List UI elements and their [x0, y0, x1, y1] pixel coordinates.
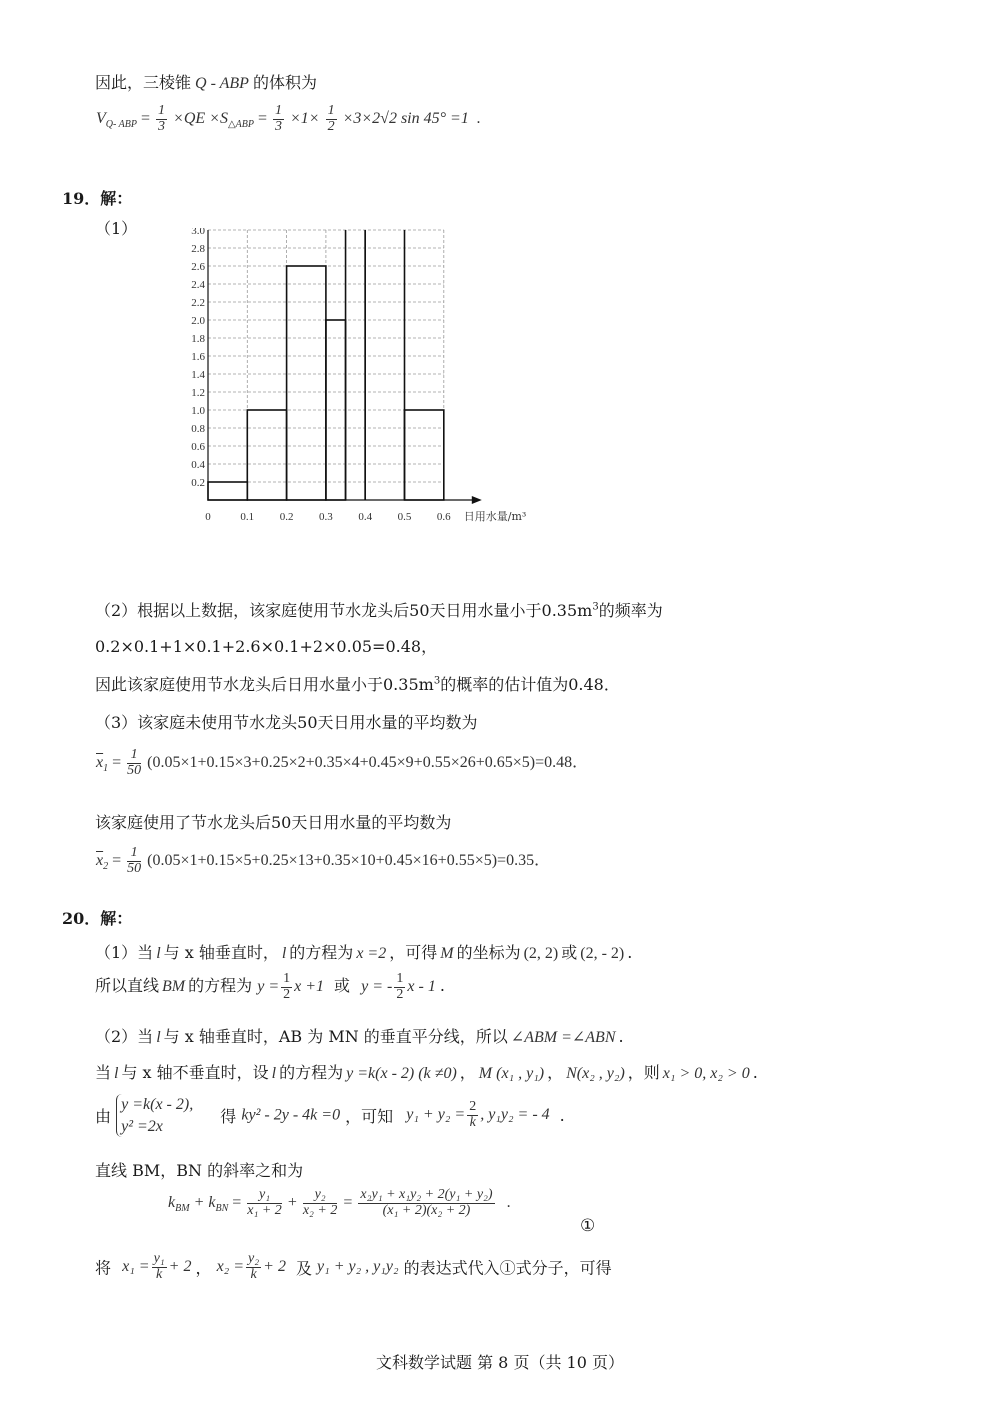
fraction: $\frac{1}{2}$: [327, 103, 335, 134]
vieta-relation: y₁ + y₂ = $\frac{2}{k}$ , y₁y₂ = - 4: [406, 1099, 550, 1131]
line-eq-2: y = - $\frac{1}{2}$ x - 1: [361, 971, 436, 1002]
q19-part2-line2: 0.2×0.1+1×0.1+2.6×0.1+2×0.05=0.48，: [95, 637, 438, 656]
fraction: $\frac{\text{y₁}}{\text{x₁ + 2}}$: [247, 1187, 282, 1218]
equation-system: y =k(x - 2), y² =2x: [116, 1094, 193, 1137]
y-tick-label: 1.8: [191, 333, 205, 345]
q19-part1-label: （1）: [95, 219, 138, 238]
slope-sum-formula: $k_{BM} + k_{BN}$ = $\frac{\text{y₁}}{\text{x₁ + 2}}$ + $\frac{\text{y₂}}{\text{x₂ + 2}}$ = $\frac{\text{x₂y₁ + x₁y₂ + 2(y₁ + y₂)}}{\text{(x₁ + 2)(x₂ + 2)}}$ .: [168, 1187, 511, 1218]
y-tick-label: 2.2: [191, 297, 205, 309]
q20-part1-line2: 所以直线 BM 的方程为 y = $\frac{1}{2}$ x +1 或 y = - $\frac{1}{2}$ x - 1 .: [95, 971, 445, 1002]
q19-part3-line1: （3）该家庭未使用节水龙头50天日用水量的平均数为: [95, 713, 478, 732]
y-tick-label: 0.8: [191, 423, 205, 435]
equation-marker-1: ①: [580, 1216, 596, 1236]
pyramid-label: Q - ABP: [195, 75, 249, 92]
x-tick-label: 0: [205, 511, 211, 523]
mean-formula-1: $\overline{x}_1$ = $\frac{1}{50}$ (0.05×1+0.15×3+0.25×2+0.35×4+0.45×9+0.55×26+0.65×5)=0.48．: [96, 747, 589, 778]
fraction: $\frac{1}{2}$: [396, 971, 404, 1002]
histogram-bar: [405, 410, 444, 500]
y-tick-label: 3.0: [191, 228, 205, 237]
x-tick-label: 0.4: [358, 511, 373, 523]
x-axis-arrow: [472, 496, 482, 504]
chart-bars: [208, 230, 444, 500]
y-tick-label: 0.6: [191, 441, 205, 453]
mean-formula-2: $\overline{x}_2$ = $\frac{1}{50}$ (0.05×1+0.15×5+0.25×13+0.35×10+0.45×16+0.55×5)=0.35．: [96, 845, 551, 876]
fraction: $\frac{1}{3}$: [274, 103, 282, 134]
prev-text-line: 因此，三棱锥 Q - ABP 的体积为: [95, 73, 317, 92]
q20-substitution-line: 将 x₁ = $\frac{\text{y₁}}{k}$ + 2 ， x₂ = $\frac{\text{y₂}}{k}$ + 2 及 y₁ + y₂ , y₁y₂ 的表达式代入①式分子，可得: [95, 1251, 612, 1282]
y-tick-label: 1.0: [191, 405, 205, 417]
volume-formula: $V_{Q- ABP}$ = $\frac{1}{3}$ $\times QE \times S_{\triangle ABP}$ = $\frac{1}{3}$ ×1× $\frac{1}{2}$ ×3×2√2 sin 45° =1 .: [96, 103, 481, 134]
histogram-bar: [287, 266, 326, 500]
x-tick-label: 0.1: [240, 511, 255, 523]
y-tick-label: 2.6: [191, 261, 205, 273]
q20-part2-line2: 当 l 与 x 轴不垂直时，设 l 的方程为 y =k(x - 2) (k ≠0) ， M (x₁ , y₁) ， N(x₂ , y₂) ，则 x₁ > 0, x₂ > 0 .: [95, 1063, 758, 1082]
fraction: $\frac{\text{y₂}}{\text{x₂ + 2}}$: [302, 1187, 338, 1218]
fraction: $\frac{1}{50}$: [127, 845, 142, 876]
y-tick-label: 0.4: [191, 459, 205, 471]
q20-part1-line1: （1）当 l 与 x 轴垂直时， l 的方程为 x =2 ，可得 M 的坐标为 (2, 2) 或 (2, - 2) .: [95, 943, 633, 962]
chart-ticks: [191, 228, 526, 523]
y-tick-label: 1.6: [191, 351, 205, 363]
fraction: $\frac{\text{x₂y₁ + x₁y₂ + 2(y₁ + y₂)}}{\text{(x₁ + 2)(x₂ + 2)}}$: [360, 1187, 493, 1218]
x-tick-label: 0.2: [279, 511, 294, 523]
fraction: $\frac{1}{3}$: [158, 103, 166, 134]
fraction: $\frac{2}{k}$: [469, 1099, 477, 1131]
y-tick-label: 0.2: [191, 477, 205, 489]
y-tick-label: 2.4: [191, 279, 205, 291]
q19-part2-line1: （2）根据以上数据，该家庭使用节水龙头后50天日用水量小于$0.35m^3$的频率为: [95, 601, 663, 620]
fraction: $\frac{1}{2}$: [283, 971, 291, 1002]
y-tick-label: 2.8: [191, 243, 205, 255]
question-19-heading: 19．解：: [62, 189, 133, 208]
question-20-heading: 20．解：: [62, 909, 133, 928]
x-tick-label: 0.5: [397, 511, 412, 523]
x-tick-label: 0.3: [319, 511, 333, 523]
histogram-chart: [180, 228, 560, 528]
page-footer: 文科数学试题 第 8 页（共 10 页）: [376, 1353, 624, 1372]
q20-system-line: 由 y =k(x - 2), y² =2x 得 ky² - 2y - 4k =0 ，可知 y₁ + y₂ = $\frac{2}{k}$ , y₁y₂ = - 4 .: [95, 1094, 565, 1137]
fraction: $\frac{\text{y₁}}{k}$: [153, 1251, 165, 1282]
x-axis-label: 日用水量/m³: [463, 510, 527, 523]
q20-slope-intro: 直线 BM，BN 的斜率之和为: [95, 1161, 304, 1180]
histogram-bar: [247, 410, 286, 500]
fraction: $\frac{1}{50}$: [127, 747, 142, 778]
line-eq-1: y = $\frac{1}{2}$ x +1: [257, 971, 325, 1002]
histogram-bar: [208, 482, 247, 500]
y-tick-label: 2.0: [191, 315, 205, 327]
q19-part3-line2: 该家庭使用了节水龙头后50天日用水量的平均数为: [95, 813, 452, 832]
y-tick-label: 1.2: [191, 387, 205, 399]
q20-part2-line1: （2）当 l 与 x 轴垂直时，AB 为 MN 的垂直平分线，所以 ∠ABM =∠ABN .: [95, 1027, 624, 1046]
x-tick-label: 0.6: [436, 511, 451, 523]
q19-part2-line3: 因此该家庭使用节水龙头后日用水量小于$0.35m^3$的概率的估计值为0.48．: [95, 675, 620, 694]
y-tick-label: 1.4: [191, 369, 205, 381]
fraction: $\frac{\text{y₂}}{k}$: [248, 1251, 260, 1282]
